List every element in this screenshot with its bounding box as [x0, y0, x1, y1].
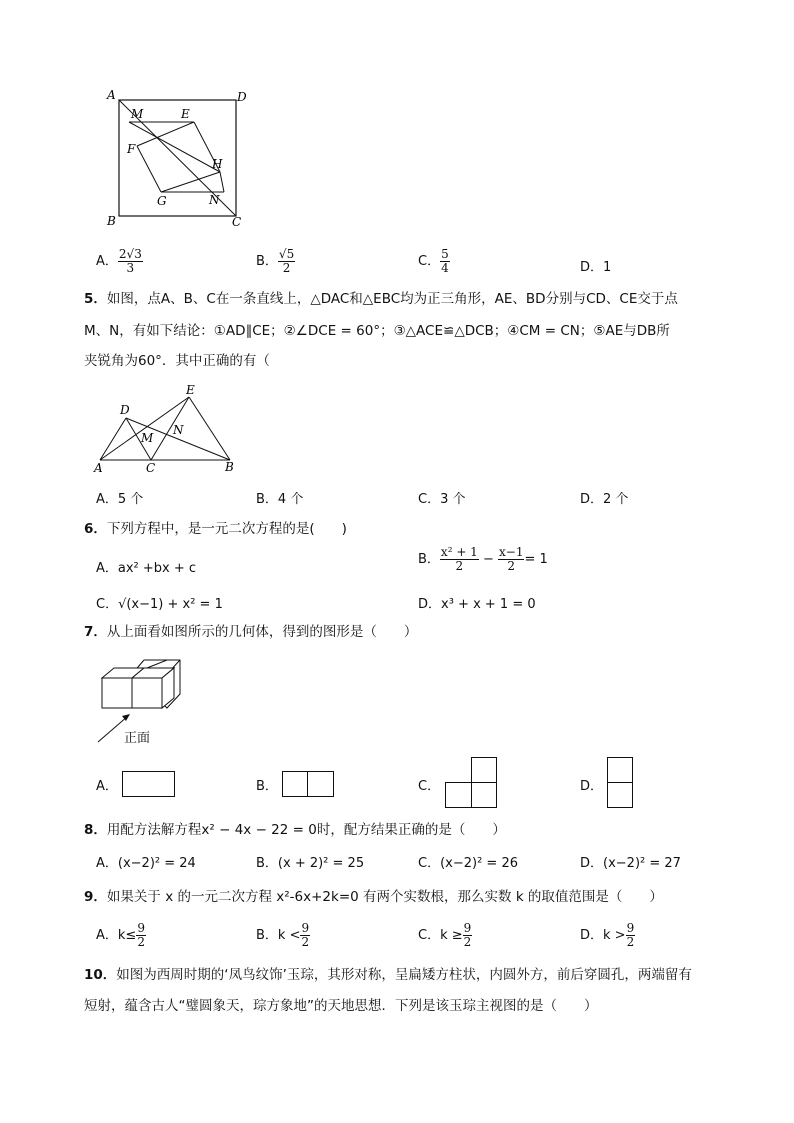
q5-option-c[interactable]: C．3 个 [418, 492, 466, 507]
q7-option-d-shape-top [607, 757, 633, 783]
q7-option-b-shape-right [307, 771, 334, 797]
label-C: C [146, 461, 156, 474]
q7-option-c-shape-top [471, 757, 497, 783]
label-G: G [157, 194, 167, 208]
label-M: M [141, 431, 154, 445]
q6-option-a[interactable]: A．ax² +bx + c [96, 561, 197, 576]
q7-option-c[interactable]: C． [418, 779, 441, 794]
q7-option-a[interactable]: A． [96, 779, 118, 794]
q7-option-c-shape-left [445, 782, 472, 808]
label-F: F [127, 142, 136, 156]
q10-line1: 10．如图为西周时期的‘凤鸟纹饰’玉琮，其形对称，呈扁矮方柱状，内圆外方，前后穿圆孔，两端留有 [84, 967, 692, 983]
label-N: N [209, 193, 220, 207]
label-A: A [94, 461, 103, 474]
label-A: A [107, 88, 116, 102]
q7-option-d-shape-bottom [607, 782, 633, 808]
q9-stem: 9．如果关于 x 的一元二次方程 x²-6x+2k=0 有两个实数根，那么实数 k 的取值范围是（ ） [84, 889, 663, 905]
label-E: E [181, 107, 190, 121]
q5-line3: 夹锐角为60°．其中正确的有（ [84, 353, 270, 369]
q7-option-b[interactable]: B． [256, 779, 278, 794]
q8-option-b[interactable]: B．(x + 2)² = 25 [256, 856, 365, 871]
q7-option-a-shape [122, 771, 175, 797]
label-D: D [237, 90, 247, 104]
q5-option-d[interactable]: D．2 个 [580, 492, 629, 507]
q9-option-d[interactable]: D．k > $\frac{9}{2}$ [580, 921, 635, 949]
label-D: D [120, 403, 130, 417]
q8-option-a[interactable]: A．(x−2)² = 24 [96, 856, 196, 871]
label-B: B [225, 460, 234, 474]
q10-line2: 短射，蕴含古人“璧圆象天，琮方象地”的天地思想．下列是该玉琮主视图的是（ ） [84, 998, 598, 1014]
q6-option-b[interactable]: B． $\frac{\text{x² + 1}}{2}$ − $\frac{x-1}{2}$ = 1 [418, 545, 548, 573]
q7-option-b-shape-left [282, 771, 308, 797]
front-view-label: 正面 [124, 731, 151, 746]
label-B: B [107, 214, 116, 228]
q4-option-a[interactable]: A． $\frac{2√3}{3}$ [96, 247, 142, 275]
label-N: N [173, 423, 184, 437]
q5-line1: 5．如图，点A、B、C在一条直线上，△DAC和△EBC均为正三角形，AE、BD分别与CD、CE交于点 [84, 291, 678, 307]
q9-option-b[interactable]: B．k < $\frac{9}{2}$ [256, 921, 310, 949]
q6-option-d[interactable]: D．x³ + x + 1 = 0 [418, 597, 536, 612]
label-C: C [232, 215, 242, 229]
q6-option-c[interactable]: C．√(x−1) + x² = 1 [96, 597, 223, 612]
label-H: H [212, 157, 223, 171]
q6-stem: 6．下列方程中，是一元二次方程的是( ) [84, 521, 347, 537]
q7-option-c-shape-right [471, 782, 497, 808]
q8-option-d[interactable]: D．(x−2)² = 27 [580, 856, 681, 871]
q4-figure [100, 86, 260, 232]
q8-option-c[interactable]: C．(x−2)² = 26 [418, 856, 518, 871]
q5-option-b[interactable]: B．4 个 [256, 492, 304, 507]
q5-option-a[interactable]: A．5 个 [96, 492, 144, 507]
q4-option-c[interactable]: C． $\frac{5}{4}$ [418, 247, 449, 275]
q7-stem: 7．从上面看如图所示的几何体，得到的图形是（ ） [84, 624, 418, 640]
q4-option-b[interactable]: B． $\frac{√5}{2}$ [256, 247, 295, 275]
q8-stem: 8．用配方法解方程x² − 4x − 22 = 0时，配方结果正确的是（ ） [84, 822, 506, 838]
q7-option-d[interactable]: D． [580, 779, 604, 794]
q5-figure [90, 382, 240, 474]
label-E: E [186, 383, 195, 397]
q5-line2: M、N，有如下结论：①AD∥CE；②∠DCE = 60°；③△ACE≌△DCB；④CM = CN；⑤AE与DB所 [84, 323, 670, 339]
q9-option-a[interactable]: A．k≤ $\frac{9}{2}$ [96, 921, 145, 949]
label-M: M [131, 107, 144, 121]
q4-option-d[interactable]: D．1 [580, 260, 612, 275]
q9-option-c[interactable]: C．k ≥ $\frac{9}{2}$ [418, 921, 472, 949]
